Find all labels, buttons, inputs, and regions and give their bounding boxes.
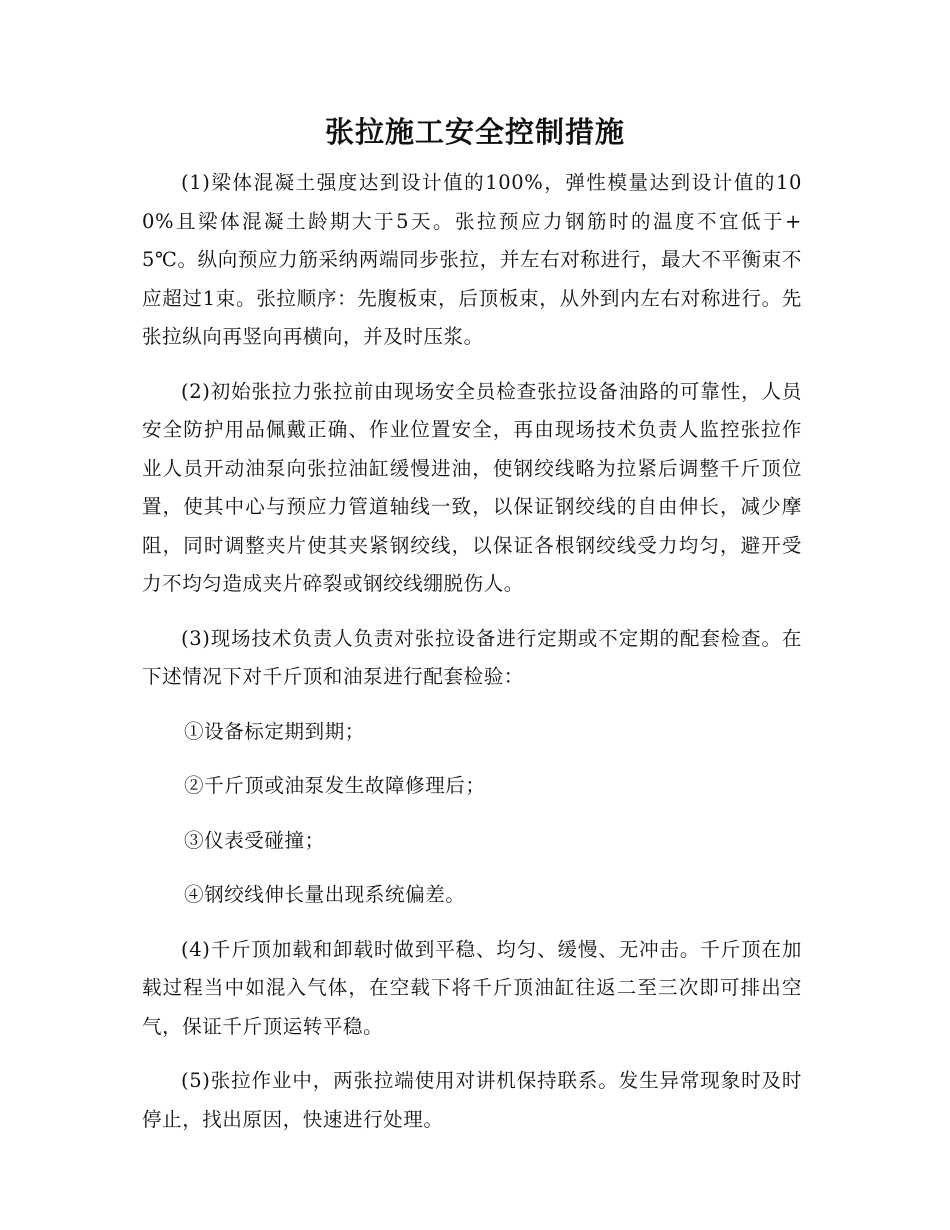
list-item-1: ①设备标定期到期； [184,719,365,743]
paragraph-3: (3)现场技术负责人负责对张拉设备进行定期或不定期的配套检查。在下述情况下对千斤顶和油泵进行配套检验： [142,626,802,688]
document-body [142,164,802,1155]
list-item-2: ②千斤顶或油泵发生故障修理后； [184,774,486,797]
document-title: 张拉施工安全控制措施 [324,115,625,149]
list-item-3: ③仪表受碰撞； [184,828,325,852]
paragraph-2: (2)初始张拉力张拉前由现场安全员检查张拉设备油路的可靠性，人员安全防护用品佩戴正确、作业位置安全，再由现场技术负责人监控张拉作业人员开动油泵向张拉油缸缓慢进油，使钢绞线略为拉紧后调整千斤顶位置，使其中心与预应力管道轴线一致，以保证钢绞线的自由伸长，减少摩阻，同时调整夹片使其夹紧钢绞线，以保证各根钢绞线受力均匀，避开受力不均匀造成夹片碎裂或钢绞线绷脱伤人。 [142,379,802,595]
list-item-4: ④钢绞线伸长量出现系统偏差。 [184,883,466,906]
paragraph-1: (1)梁体混凝土强度达到设计值的100%，弹性模量达到设计值的100%且梁体混凝土龄期大于5天。张拉预应力钢筋时的温度不宜低于+5℃。纵向预应力筋采纳两端同步张拉，并左右对称进行，最大不平衡束不应超过1束。张拉顺序：先腹板束，后顶板束，从外到内左右对称进行。先张拉纵向再竖向再横向，并及时压浆。 [142,171,802,348]
paragraph-5: (5)张拉作业中，两张拉端使用对讲机保持联系。发生异常现象时及时停止，找出原因，快速进行处理。 [142,1069,802,1131]
paragraph-4: (4)千斤顶加载和卸载时做到平稳、均匀、缓慢、无冲击。千斤顶在加载过程当中如混入气体，在空载下将千斤顶油缸往返二至三次即可排出空气，保证千斤顶运转平稳。 [142,937,802,1038]
